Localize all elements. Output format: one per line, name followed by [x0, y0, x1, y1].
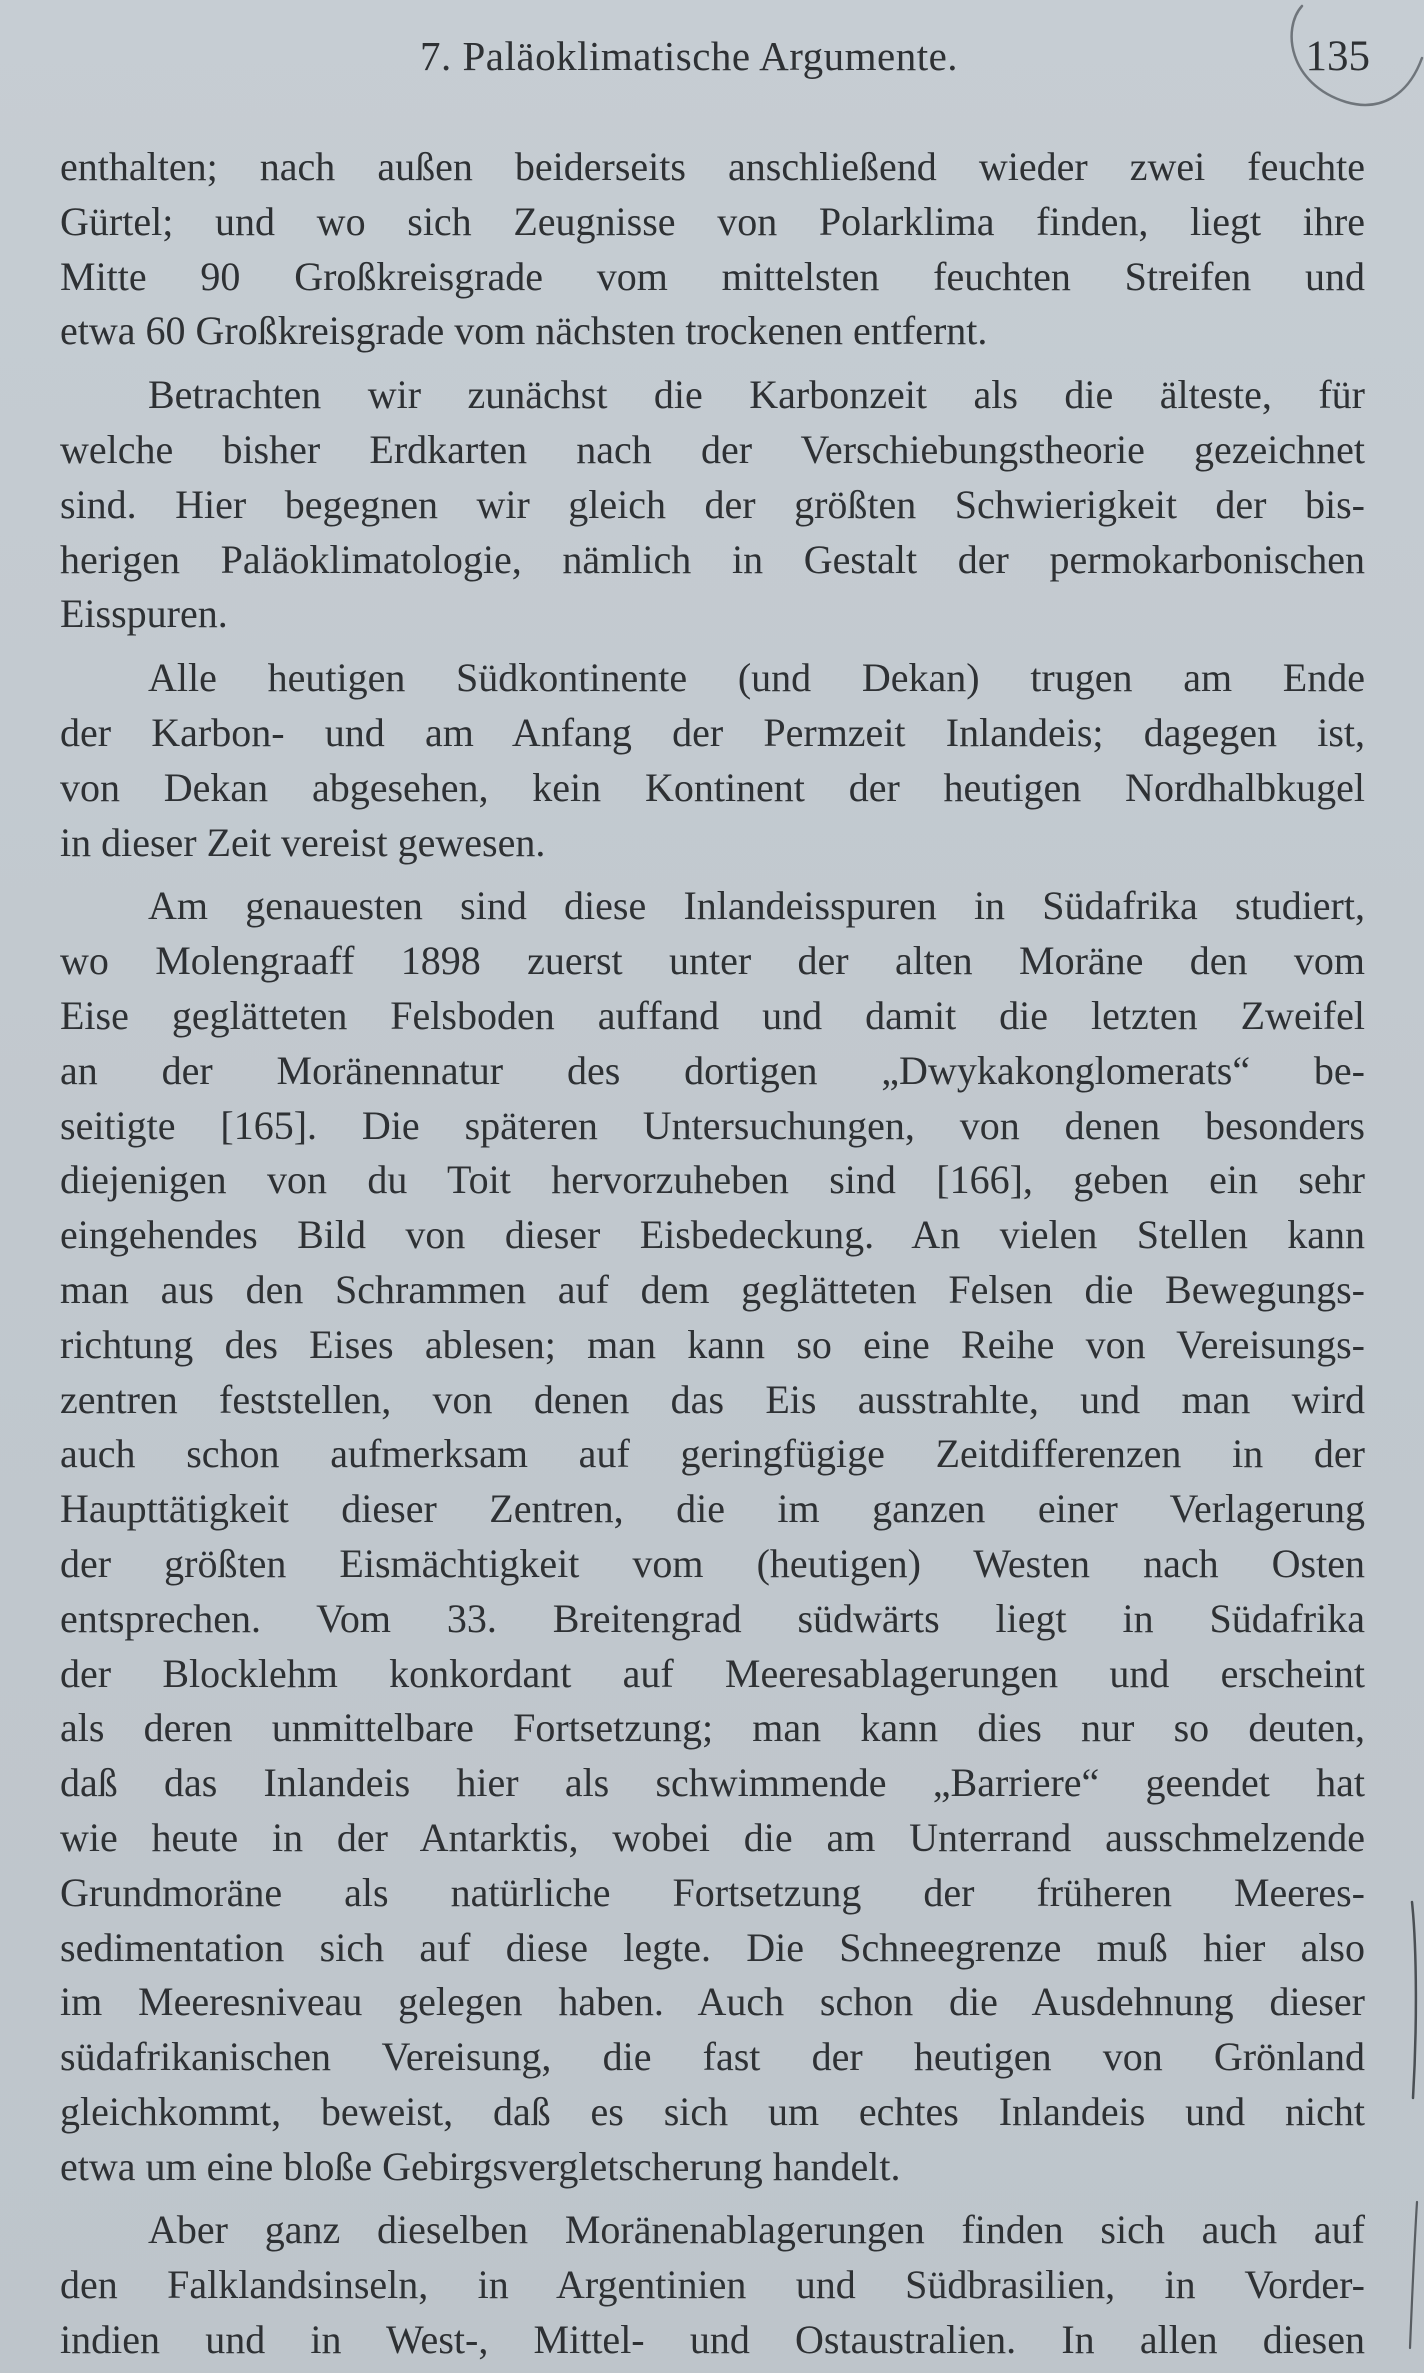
text-line: zentren feststellen, von denen das Eis ausstrahlte, und man wird	[60, 1376, 1365, 1422]
text-line: der Blocklehm konkordant auf Meeresablagerungen und erscheint	[60, 1650, 1365, 1696]
text-line: wo Molengraaff 1898 zuerst unter der alten Moräne den vom	[60, 938, 1365, 984]
text-line: seitigte [165]. Die späteren Untersuchungen, von denen besonders	[60, 1102, 1365, 1148]
text-line: Aber ganz dieselben Moränenablagerungen finden sich auch auf	[148, 2207, 1365, 2253]
text-line: indien und in West-, Mittel- und Ostaustralien. In allen diesen	[60, 2317, 1365, 2363]
text-line: der größten Eismächtigkeit vom (heutigen) Westen nach Osten	[60, 1540, 1365, 1586]
body-text	[60, 140, 1365, 2368]
text-line: eingehendes Bild von dieser Eisbedeckung. An vielen Stellen kann	[60, 1212, 1365, 1258]
text-line: herigen Paläoklimatologie, nämlich in Gestalt der permokarbonischen	[60, 536, 1365, 582]
text-line: Gürtel; und wo sich Zeugnisse von Polarklima finden, liegt ihre	[60, 198, 1365, 244]
text-line: Eise geglätteten Felsboden auffand und damit die letzten Zweifel	[60, 992, 1365, 1038]
paragraph-1	[60, 140, 1365, 359]
paragraph-5	[60, 2203, 1365, 2367]
text-line: als deren unmittelbare Fortsetzung; man kann dies nur so deuten,	[60, 1705, 1365, 1751]
text-line: an der Moränennatur des dortigen „Dwykakonglomerats“ be-	[60, 1047, 1365, 1093]
text-line: südafrikanischen Vereisung, die fast der heutigen von Grönland	[60, 2034, 1365, 2080]
text-line: entsprechen. Vom 33. Breitengrad südwärts liegt in Südafrika	[60, 1595, 1365, 1641]
text-line: richtung des Eises ablesen; man kann so eine Reihe von Vereisungs-	[60, 1321, 1365, 1367]
text-line: Eisspuren.	[60, 591, 228, 637]
text-line: enthalten; nach außen beiderseits anschließend wieder zwei feuchte	[60, 144, 1365, 189]
text-line: Betrachten wir zunächst die Karbonzeit als die älteste, für	[148, 372, 1365, 418]
text-line: gleichkommt, beweist, daß es sich um echtes Inlandeis und nicht	[60, 2088, 1365, 2134]
margin-pencil-stroke-lower	[1408, 2200, 1420, 2350]
text-line: im Meeresniveau gelegen haben. Auch schon die Ausdehnung dieser	[60, 1979, 1365, 2025]
text-line: diejenigen von du Toit hervorzuheben sind [166], geben ein sehr	[60, 1157, 1365, 1203]
text-line: wie heute in der Antarktis, wobei die am Unterrand ausschmelzende	[60, 1814, 1365, 1860]
text-line: Alle heutigen Südkontinente (und Dekan) trugen am Ende	[148, 655, 1365, 701]
text-line: den Falklandsinseln, in Argentinien und Südbrasilien, in Vorder-	[60, 2262, 1365, 2308]
text-line: von Dekan abgesehen, kein Kontinent der heutigen Nordhalbkugel	[60, 764, 1365, 810]
text-line: Mitte 90 Großkreisgrade vom mittelsten feuchten Streifen und	[60, 253, 1365, 299]
pencil-circle-mark	[1268, 0, 1424, 110]
text-line: Grundmoräne als natürliche Fortsetzung der früheren Meeres-	[60, 1869, 1365, 1915]
paragraph-2	[60, 368, 1365, 642]
page-header	[60, 26, 1370, 96]
running-title: 7. Paläoklimatische Argumente.	[420, 33, 959, 79]
paragraph-4	[60, 879, 1365, 2194]
text-line: etwa 60 Großkreisgrade vom nächsten trockenen entfernt.	[60, 308, 988, 354]
margin-pencil-stroke	[1408, 1900, 1420, 2100]
text-line: etwa um eine bloße Gebirgsvergletscherung handelt.	[60, 2143, 901, 2189]
text-line: sedimentation sich auf diese legte. Die Schneegrenze muß hier also	[60, 1924, 1365, 1970]
text-line: sind. Hier begegnen wir gleich der größten Schwierigkeit der bis-	[60, 481, 1365, 527]
text-line: in dieser Zeit vereist gewesen.	[60, 819, 546, 865]
text-line: daß das Inlandeis hier als schwimmende „Barriere“ geendet hat	[60, 1760, 1365, 1806]
paragraph-3	[60, 651, 1365, 870]
text-line: Haupttätigkeit dieser Zentren, die im ganzen einer Verlagerung	[60, 1486, 1365, 1532]
text-line: auch schon aufmerksam auf geringfügige Zeitdifferenzen in der	[60, 1431, 1365, 1477]
text-line: man aus den Schrammen auf dem geglätteten Felsen die Bewegungs-	[60, 1266, 1365, 1312]
page-number: 135	[1305, 33, 1370, 80]
text-line: der Karbon- und am Anfang der Permzeit Inlandeis; dagegen ist,	[60, 709, 1365, 755]
text-line: Am genauesten sind diese Inlandeisspuren in Südafrika studiert,	[148, 883, 1365, 929]
text-line: welche bisher Erdkarten nach der Verschiebungstheorie gezeichnet	[60, 426, 1365, 472]
